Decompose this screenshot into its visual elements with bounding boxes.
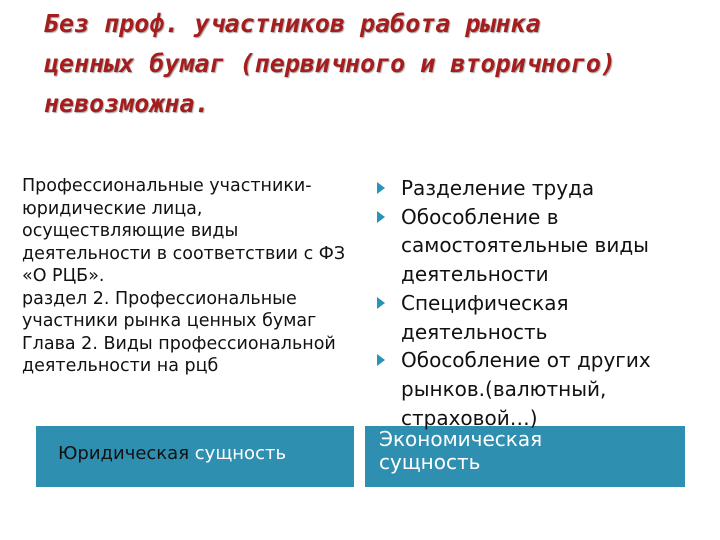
triangle-bullet-icon	[377, 297, 385, 309]
slide-title	[44, 4, 704, 124]
left-paragraph-chapter: Глава 2. Виды профессиональной деятельности на рцб	[22, 333, 336, 376]
triangle-bullet-icon	[377, 354, 385, 366]
right-bullet-list	[375, 174, 705, 432]
list-item	[375, 289, 705, 346]
list-item-text: Обособление от других рынков.(валютный, страховой…)	[401, 348, 651, 430]
legal-essence-label-part2: сущность	[194, 443, 287, 464]
list-item-text: Специфическая деятельность	[401, 290, 569, 344]
economic-essence-label: Экономическая сущность	[379, 427, 543, 474]
legal-essence-label-part1: Юридическая	[58, 443, 190, 464]
list-item	[375, 174, 705, 203]
list-item-text: Обособление в самостоятельные виды деятельности	[401, 204, 649, 287]
title-line-2: ценных бумаг (первичного и вторичного)	[44, 49, 616, 78]
left-paragraph-section: раздел 2. Профессиональные участники рынка ценных бумаг	[22, 288, 317, 331]
list-item	[375, 346, 705, 432]
triangle-bullet-icon	[377, 182, 385, 194]
triangle-bullet-icon	[377, 211, 385, 223]
list-item-text: Разделение труда	[401, 176, 595, 200]
legal-essence-label	[58, 442, 286, 466]
left-text-block	[22, 175, 352, 378]
left-paragraph-definition: Профессиональные участники-юридические лица, осуществляющие виды деятельности в соответствии с ФЗ «О РЦБ».	[22, 176, 346, 286]
list-item	[375, 203, 705, 289]
title-line-1: Без проф. участников работа рынка	[44, 9, 541, 38]
title-line-3: невозможна.	[44, 89, 210, 118]
